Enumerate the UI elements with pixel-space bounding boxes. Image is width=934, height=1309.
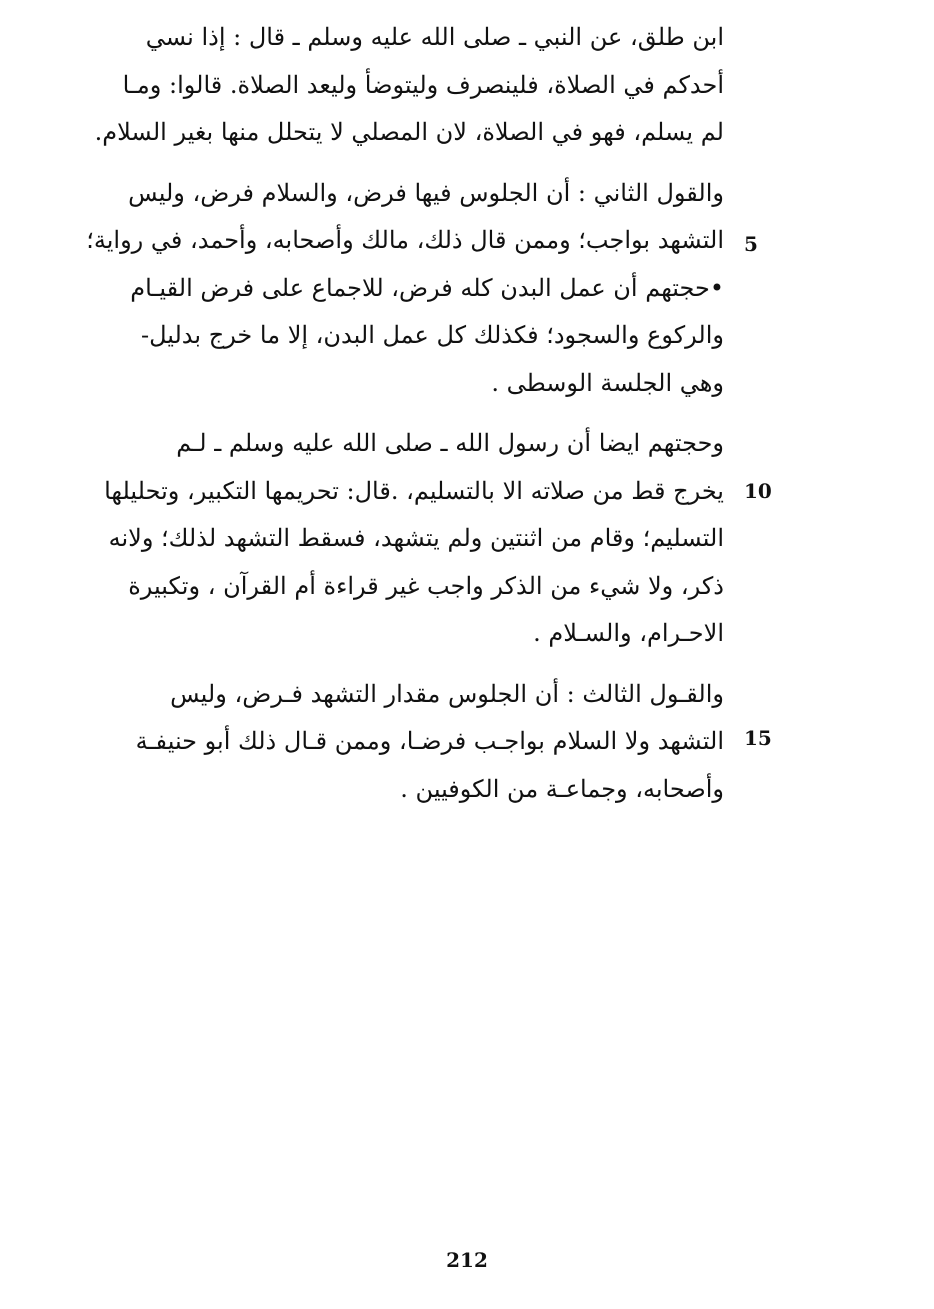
text-line: ذكر، ولا شيء من الذكر واجب غير قراءة أم القرآن ، وتكبيرة [128, 571, 724, 600]
paragraph-1 [82, 14, 724, 157]
text-line: والقول الثاني : أن الجلوس فيها فرض، والسلام فرض، وليس [128, 178, 724, 207]
text-line: وحجتهم ايضا أن رسول الله ـ صلى الله عليه وسلم ـ لـم [176, 429, 724, 457]
main-text [82, 14, 724, 813]
line-number-15: 15 [744, 726, 772, 750]
text-line: أحدكم في الصلاة، فلينصرف وليتوضأ وليعد الصلاة. قالوا: ومـا [122, 70, 724, 99]
text-line: •حجتهم أن عمل البدن كله فرض، للاجماع على فرض القيـام [130, 273, 724, 302]
paragraph-3 [82, 420, 724, 658]
text-line: والركوع والسجود؛ فكذلك كل عمل البدن، إلا ما خرج بدليل- [140, 321, 724, 349]
paragraph-2 [82, 170, 724, 408]
text-line: ابن طلق، عن النبي ـ صلى الله عليه وسلم ـ قال : إذا نسي [145, 23, 724, 51]
paragraph-4 [82, 671, 724, 814]
page-number: 212 [446, 1248, 488, 1272]
text-line: الاحـرام، والسـلام . [533, 619, 724, 647]
text-line: والقـول الثالث : أن الجلوس مقدار التشهد فـرض، وليس [170, 679, 724, 708]
text-line: لم يسلم، فهو في الصلاة، لان المصلي لا يتحلل منها بغير السلام. [94, 118, 724, 146]
text-line: التشهد بواجب؛ وممن قال ذلك، مالك وأصحابه، وأحمد، في رواية؛ [86, 226, 724, 254]
text-line: التسليم؛ وقام من اثنتين ولم يتشهد، فسقط التشهد لذلك؛ ولانه [108, 524, 724, 552]
text-line: وأصحابه، وجماعـة من الكوفيين . [400, 774, 724, 803]
text-line: التشهد ولا السلام بواجـب فرضـا، وممن قـال ذلك أبو حنيفـة [135, 727, 724, 755]
text-line: يخرج قط من صلاته الا بالتسليم، .قال: تحريمها التكبير، وتحليلها [104, 476, 724, 505]
text-line: وهي الجلسة الوسطى . [491, 368, 724, 397]
line-number-10: 10 [744, 479, 772, 503]
line-number-5: 5 [744, 232, 758, 256]
